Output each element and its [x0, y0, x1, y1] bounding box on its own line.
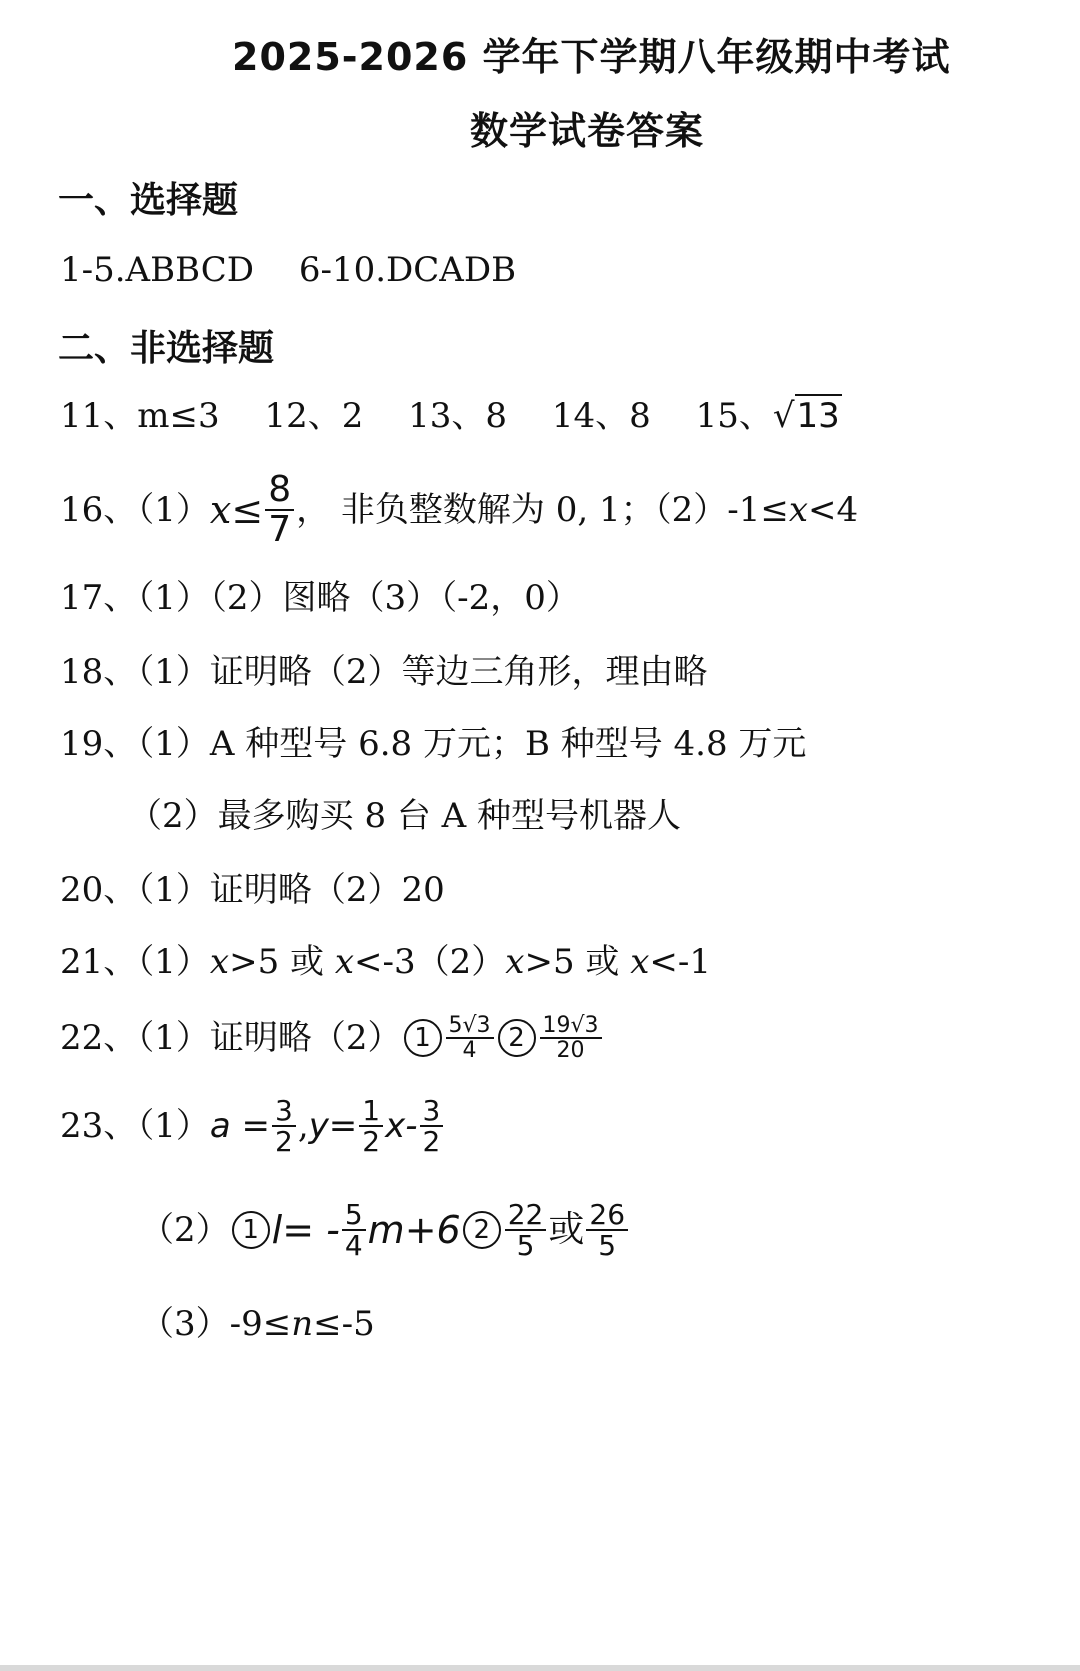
fraction-3-2 — [420, 1093, 444, 1158]
fraction-num: 19√3 — [540, 1014, 602, 1039]
var-l: l= - — [271, 1208, 340, 1252]
answer-23-part2 — [140, 1188, 630, 1272]
answer-19-part2: （2）最多购买 8 台 A 种型号机器人 — [128, 796, 682, 836]
answer-16-label: 16、（1） — [60, 490, 210, 530]
fraction-num: 5 — [342, 1200, 366, 1231]
answer-21-text: <-1 — [649, 942, 712, 982]
sqrt-13: √13 — [772, 396, 840, 436]
circled-number-1: 1 — [232, 1211, 270, 1249]
answer-23-part2-label: （2） — [140, 1210, 230, 1250]
answer-23-part1 — [60, 1084, 445, 1168]
fraction-den: 4 — [462, 1038, 477, 1063]
fraction-den: 4 — [344, 1229, 363, 1262]
answer-22 — [60, 1000, 604, 1076]
fraction-num: 3 — [272, 1096, 296, 1127]
fraction-5root3-4 — [446, 1014, 494, 1062]
answer-20: 20、（1）证明略（2）20 — [60, 870, 445, 910]
answer-15-label: 15、 — [695, 396, 773, 436]
bottom-border — [0, 1665, 1080, 1671]
fraction-den: 5 — [598, 1229, 617, 1262]
answer-15 — [696, 394, 842, 436]
circled-number-2: 2 — [498, 1019, 536, 1057]
answer-21-label: 21、（1） — [60, 942, 210, 982]
answer-18: 18、（1）证明略（2）等边三角形，理由略 — [60, 652, 708, 692]
fraction-26-5 — [586, 1197, 628, 1262]
answers-6-10: 6-10.DCADB — [298, 250, 517, 290]
circled-number-2: 2 — [463, 1211, 501, 1249]
var-x: x- — [385, 1106, 418, 1146]
fraction-num: 3 — [420, 1096, 444, 1127]
answer-14: 14、8 — [551, 396, 651, 436]
answer-21-text: >5 或 — [229, 942, 335, 982]
fraction-num: 22 — [505, 1200, 547, 1231]
answer-16 — [60, 462, 858, 558]
var-x: x — [209, 942, 230, 982]
var-a: a = — [209, 1106, 271, 1146]
answer-16-text: ， 非负整数解为 0, 1；（2）-1≤ — [296, 490, 789, 530]
circled-number-1: 1 — [404, 1019, 442, 1057]
fraction-den: 20 — [556, 1038, 585, 1063]
answer-21-text: >5 或 — [524, 942, 631, 982]
answers-1-5: 1-5.ABBCD — [60, 250, 254, 290]
answer-22-label: 22、（1）证明略（2） — [60, 1018, 402, 1058]
fraction-num: 5√3 — [446, 1014, 494, 1039]
var-y: y= — [308, 1106, 358, 1146]
comma: , — [297, 1106, 309, 1146]
fraction-3-2 — [272, 1093, 296, 1158]
answer-16-var: x≤ — [209, 488, 264, 532]
fraction-den: 2 — [362, 1125, 381, 1158]
fraction-den: 2 — [422, 1125, 441, 1158]
fraction-8-7 — [265, 471, 294, 549]
answer-23-part3-tail: ≤-5 — [313, 1304, 375, 1344]
fraction-den: 5 — [516, 1229, 535, 1262]
var-x: x — [630, 942, 650, 982]
fraction-1-2 — [359, 1093, 383, 1158]
var-m: m+6 — [367, 1208, 461, 1252]
fraction-den: 7 — [268, 509, 292, 550]
section-heading-nonchoice: 二、非选择题 — [58, 328, 275, 369]
fraction-num: 8 — [265, 471, 294, 511]
fraction-19root3-20 — [540, 1014, 602, 1062]
fraction-5-4 — [342, 1197, 366, 1262]
answer-12: 12、2 — [264, 396, 364, 436]
answer-23-label: 23、（1） — [60, 1106, 210, 1146]
answer-13: 13、8 — [408, 396, 508, 436]
var-x: x — [505, 942, 525, 982]
answer-21-text: <-3（2） — [354, 942, 506, 982]
page-subtitle: 数学试卷答案 — [470, 109, 705, 153]
fraction-num: 26 — [586, 1200, 628, 1231]
answer-23-part3 — [140, 1304, 375, 1344]
var-n: n — [291, 1304, 314, 1344]
answer-11: 11、m≤3 — [60, 396, 220, 436]
answer-16-tail: <4 — [808, 490, 859, 530]
sqrt-radicand: 13 — [796, 396, 840, 436]
answer-17: 17、（1）（2）图略（3）（-2，0） — [60, 578, 580, 618]
choice-answers — [60, 250, 516, 290]
answers-11-15 — [60, 396, 842, 436]
fraction-22-5 — [505, 1197, 547, 1262]
answer-19-part1: 19、（1）A 种型号 6.8 万元；B 种型号 4.8 万元 — [60, 724, 807, 764]
or-text: 或 — [548, 1209, 585, 1250]
answer-16-var2: x — [788, 490, 809, 530]
page-title: 2025-2026 学年下学期八年级期中考试 — [232, 35, 951, 79]
var-x: x — [334, 942, 355, 982]
answer-23-part3-label: （3）-9≤ — [140, 1304, 292, 1344]
fraction-den: 2 — [275, 1125, 293, 1158]
answer-21 — [60, 942, 711, 982]
fraction-num: 1 — [359, 1096, 383, 1127]
section-heading-choice: 一、选择题 — [58, 180, 239, 221]
